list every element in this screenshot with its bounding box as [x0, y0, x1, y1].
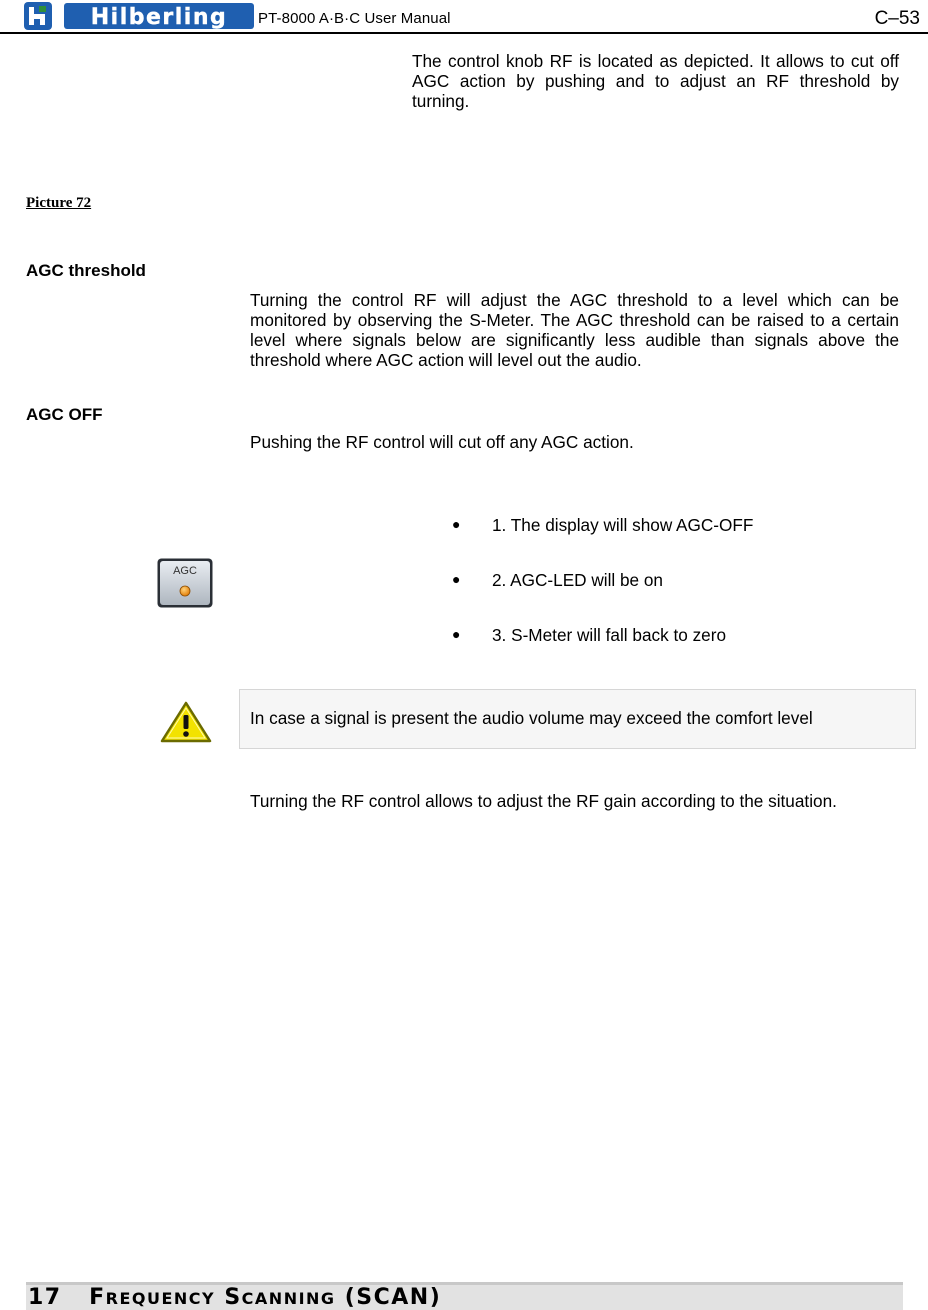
agc-button-label: AGC — [173, 565, 197, 577]
footer-suffix: (SCAN) — [344, 1285, 442, 1310]
intro-paragraph: The control knob RF is located as depicted. It allows to cut off AGC action by pushing and to adjust an RF threshold by turning. — [412, 51, 899, 111]
agc-threshold-paragraph: Turning the control RF will adjust the AGC threshold to a level which can be monitored by observing the S-Meter. The AGC threshold can be raised to a certain level where signals below are significantly less audible than signals above the threshold where AGC action will level out the audio. — [250, 290, 899, 370]
agc-button-icon — [157, 558, 213, 608]
bullet-icon: ● — [452, 626, 461, 642]
manual-title: PT-8000 A·B·C User Manual — [258, 10, 451, 27]
list-item-text: 1. The display will show AGC-OFF — [492, 515, 754, 535]
agc-threshold-heading: AGC threshold — [26, 261, 146, 280]
list-item — [452, 515, 753, 570]
list-item — [452, 625, 753, 680]
agc-off-paragraph: Pushing the RF control will cut off any AGC action. — [250, 432, 634, 452]
header-divider — [0, 32, 928, 34]
list-item — [452, 570, 753, 625]
bullet-icon: ● — [452, 571, 461, 587]
page-number: C–53 — [874, 8, 920, 29]
footer-word-rest: CANNING — [241, 1289, 336, 1308]
agc-led-icon — [180, 586, 190, 596]
logo-wordmark: Hilberling — [90, 5, 228, 30]
list-item-text: 3. S-Meter will fall back to zero — [492, 625, 727, 645]
agc-off-effects-list — [452, 515, 753, 680]
warning-triangle-icon — [160, 700, 212, 744]
agc-off-heading: AGC OFF — [26, 405, 103, 424]
bullet-icon: ● — [452, 516, 461, 532]
rf-gain-paragraph: Turning the RF control allows to adjust the RF gain according to the situation. — [250, 791, 837, 811]
footer-word-initial: S — [224, 1285, 242, 1310]
list-item-text: 2. AGC-LED will be on — [492, 570, 663, 590]
footer-section-title — [28, 1285, 441, 1310]
warning-note-text: In case a signal is present the audio volume may exceed the comfort level — [250, 708, 813, 728]
picture-caption: Picture 72 — [26, 195, 92, 211]
footer-word-initial: F — [89, 1285, 106, 1310]
hilberling-logo — [24, 2, 256, 32]
footer-section-number: 17 — [28, 1285, 62, 1310]
footer-word-rest: REQUENCY — [105, 1289, 216, 1308]
